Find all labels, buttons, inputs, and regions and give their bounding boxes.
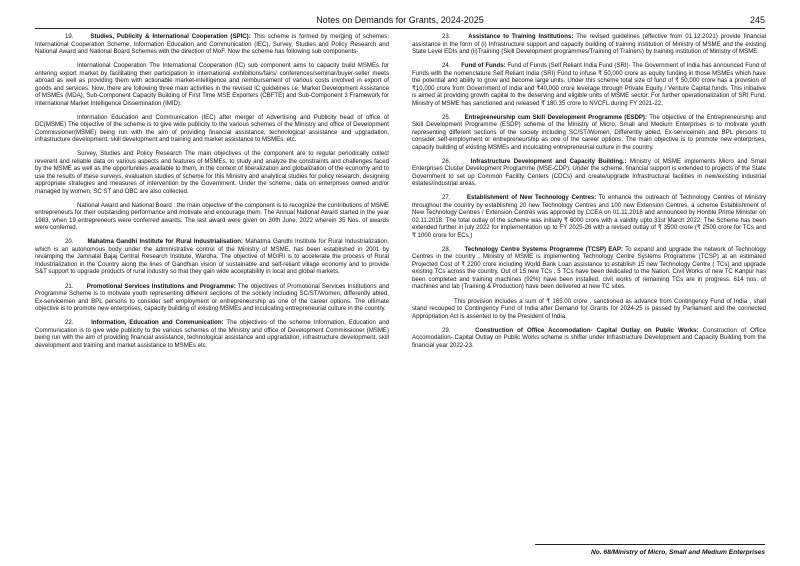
heading-23: Assistance to Training Institutions: [468,33,574,40]
left-column [35,33,389,356]
heading-28: Technology Centre Systems Programme (TCSP) EAP: [464,245,623,253]
para-24: 24. Fund of Funds: Fund of Funds (Self Reliant India Fund (SRI)- The Government of India has announced Fund of Funds with the nomenclature Self Reliant India (SRI) Fund to infuse ₹ 50,000 crore as equity funding in those MSMEs which have the potential and ability to grow and become large units. Under this scheme total size of fund of ₹ 50,000 crore has a provision of ₹10,000 crore from Government of India and ₹40,000 crore leverage through Private Equity / Venture Capital funds. This initiative is aimed at providing growth capital to the deserving and eligible units of MSME sector. For further operationalization of SRI Fund, Ministry of MSME has sanctioned and released ₹ 180.35 crore to NVCFL during FY 2021-22. [412,62,766,107]
para-26: 26. Infrastructure Development and Capacity Building.: Ministry of MSME implements Micro and Small Enterprises Cluster Development Programme (MSE-CDP). Under the scheme, financial support is extended to projects of the State Government to set up Common Facility Centers (CDCs) and create/upgrade Infrastructural facilities in new/existing industrial estates/industrial areas. [412,157,766,188]
header-title: Notes on Demands for Grants, 2024-2025 [316,15,484,25]
page-number: 245 [749,15,765,25]
para-20: 20. Mahatma Gandhi Institute for Rural Industrialisation: Mahatma Gandhi Institute for Rural Industrialization, which is an autonomous body under the administrative control of the Ministry of MSME, has been established in 2001 by revamping the Jamnalal Bajaj Central Research Institute, Wardha. The objective of MGIRI is to accelerate the process of Rural Industrialization in the Country along the lines of Gandhian vision of sustainable and self-reliant village economy and to provide S&T support to upgrade products of rural industry so that they gain wide acceptability in local and global markets. [35,238,389,276]
para-provision: This provision includes a sum of ₹ 165.00 crore , sanctioned as advance from Contingency Fund of India , shall stand recouped to Contingency Fund of India after Demand for Grants for 2024-25 is passed by Parliament and the connected Appropriation Act is assented to by the President of India. [412,297,766,320]
para-23: 23. Assistance to Training Institutions: The revised guidelines (effective from 01.12.2021) provide financial assistance in the form of (i) Infrastructure support and capacity building of training institution of Ministry of MSME and the existing State Level EDIs and (ii)Training (Skill Development programmes/Training of Trainers) by training institution of Ministry of MSME. [412,33,766,55]
heading-27: Establishment of New Technology Centres: [466,194,597,202]
heading-19: Studies, Publicity & International Cooperation (SPIC): [90,33,251,40]
heading-20: Mahatma Gandhi Institute for Rural Industrialisation: [87,238,243,246]
heading-26: Infrastructure Development and Capacity Building.: [470,157,627,165]
para-25: 25. Entrepreneurship cum Skill Development Programme (ESDP): The objective of the Entrepreneurship and Skill Development Programme (ESDP) scheme of the Ministry of Micro, Small and Medium Enterprises is to motivate youth representing different sections of the society including SC/ST/Women, Differently abled, Ex-servicemen and BPL persons to consider self-employment or entrepreneurship as one of the career options. The main objective is to promote new enterprises, capacity building of existing MSMEs and inculcating entrepreneurial culture in the country. [412,113,766,151]
para-27: 27. Establishment of New Technology Centres: To enhance the outreach of Technology Centres of Ministry throughout the country by establishing 20 new Technology Centres and 100 new Extension Centres, a scheme Establishment of New Technology Centres / Extension Centres was approved by CCEA on 01.11.2018 and announced by Honble Prime Minister on 02.11.2018. The total outlay of the scheme was initially ₹ 6000 crore with a validity upto 31st March 2022. The Scheme has been extended further in july 2022 for implementation up to FY 2025-26 with a revised outlay of ₹ 3500 crore (₹ 2500 crore for TCs and ₹ 1000 crore for ECs ) [412,194,766,239]
para-iec: Information Education and Communication (IEC) after merger of Advertising and Publicity head of office of DC(MSME) The objective of the scheme is to give wide publicity to the various schemes of the Ministry and office of Development Commissioner(MSME) being run with the aim of providing financial assistance, technological assistance and upgradation, infrastructure development, skill development and training and market assistance to MSMEs, etc. [35,113,389,144]
para-19: 19. Studies, Publicity & International Cooperation (SPIC): This scheme is formed by merging of schemes: International Cooperation Scheme, Information Education and Communication (IEC), Survey, Studies and Policy Research and National Award and National Board Schemes with the direction of MoF. Now the scheme has following sub components- [35,33,389,55]
heading-22: Information, Education and Communication: [91,319,224,327]
para-29: 29. Construction of Office Accomodation- Capital Outlay on Public Works: Construction of Office Accomodation- Capital Outlay on Public Works scheme is shifter under Infrastructure Development and Capacity Building from the financial year 2022-23. [412,326,766,349]
heading-25: Entrepreneurship cum Skill Development Programme (ESDP): [464,113,647,121]
para-ic: International Cooperation The International Cooperation (IC) sub component aims to capacity build MSMEs for entering export market by facilitating their participation in international exhibitions/fairs/ conferences/seminar/buyer-seller meets abroad as well as providing them with actionable market-intelligence and reimbursement of various costs involved in export of goods and services. Now, there are following three main activities in the revised IC guidelines i.e. Market Development Assistance of MSMEs (MDA), Sub-Component Capacity Building of First Time MSE Exporters (CBFTE) and Sub-Component 3 Framework for International Market Intelligence Dissemination (IMID). [35,62,389,107]
para-28: 28. Technology Centre Systems Programme (TCSP) EAP: To expand and upgrade the network of Technology Centres in the country , Ministry of MSME is implementing Technology Centre Systems Programme (TCSP) at an estimated Projected Cost of ₹ 2200 crore including World Bank Loan assistance to establish 15 new Technology Centre ( TCs) and upgrade existing TCs across the country. Out of 15 new TCs , 5 TCs have been dedicated to the Nation. Civil Works of new TC Kanpur has been completed and training machines (92%) have been installed, civil works of remaining TCs are in progress. 614 nos. of machines and lab (Training & Production) have been delivered at new TC sites. [412,245,766,291]
right-column [412,33,766,356]
heading-29: Construction of Office Accomodation- Capital Outlay on Public Works: [475,326,699,334]
para-survey: Survey, Studies and Policy Research The main objectives of the component are to regular periodically collect reverent and reliable data on various aspects and features of MSMEs, to study and analyze the constraints and challenges faced by the MSME as well as the opportunities available to them, in the context of liberalization and globalization of the economy and to use the results of these surveys, evaluation studies of scheme for this Ministry and analytical studies for policy research, designing appropriate strategies and measures of intervention by the Government. Under the scheme, data on enterprises owned and/or managed by women, SC ST and OBC are also collected. [35,150,389,195]
heading-24: Fund of Funds: [461,62,506,70]
para-21: 21. Promotional Services Institutions and Programme: The objectives of Promotional Services Institutions and Programme Scheme is to motivate youth representing different sections of the society including SC/ST/Women, differently abled, Ex-servicemen and BPL persons to consider self employment or entrepreneurship as one of the career options. The ultimate objective is to promote new enterprises, capacity building of existing MSMEs and inculcating entrepreneurial culture in the country. [35,282,389,313]
para-22: 22. Information, Education and Communication: The objectives of the scheme Information, Education and Communication is to give wide publicity to the various schemes of the Ministry and office of Development Commissioner (MSME) being run with the aim of providing financial assistance, technological assistance and upgradation, infrastructure development, skill development and training and market assistance to MSMEs etc. [35,319,389,349]
page-footer: No. 68/Ministry of Micro, Small and Medium Enterprises [535,544,765,556]
page-header [35,14,765,29]
para-award: National Award and National Board : the main objective of the component is to recognize the contributions of MSME entrepreneurs for their outstanding performance and motivate and encourage them. The Annual National Award started in the year 1983, when 19 entrepreneurs were conferred awards. The last award were given on 30th June, 2022 wherein 35 Nos. of awards were conferred. [35,201,389,232]
heading-21: Promotional Services Institutions and Programme: [86,282,236,290]
